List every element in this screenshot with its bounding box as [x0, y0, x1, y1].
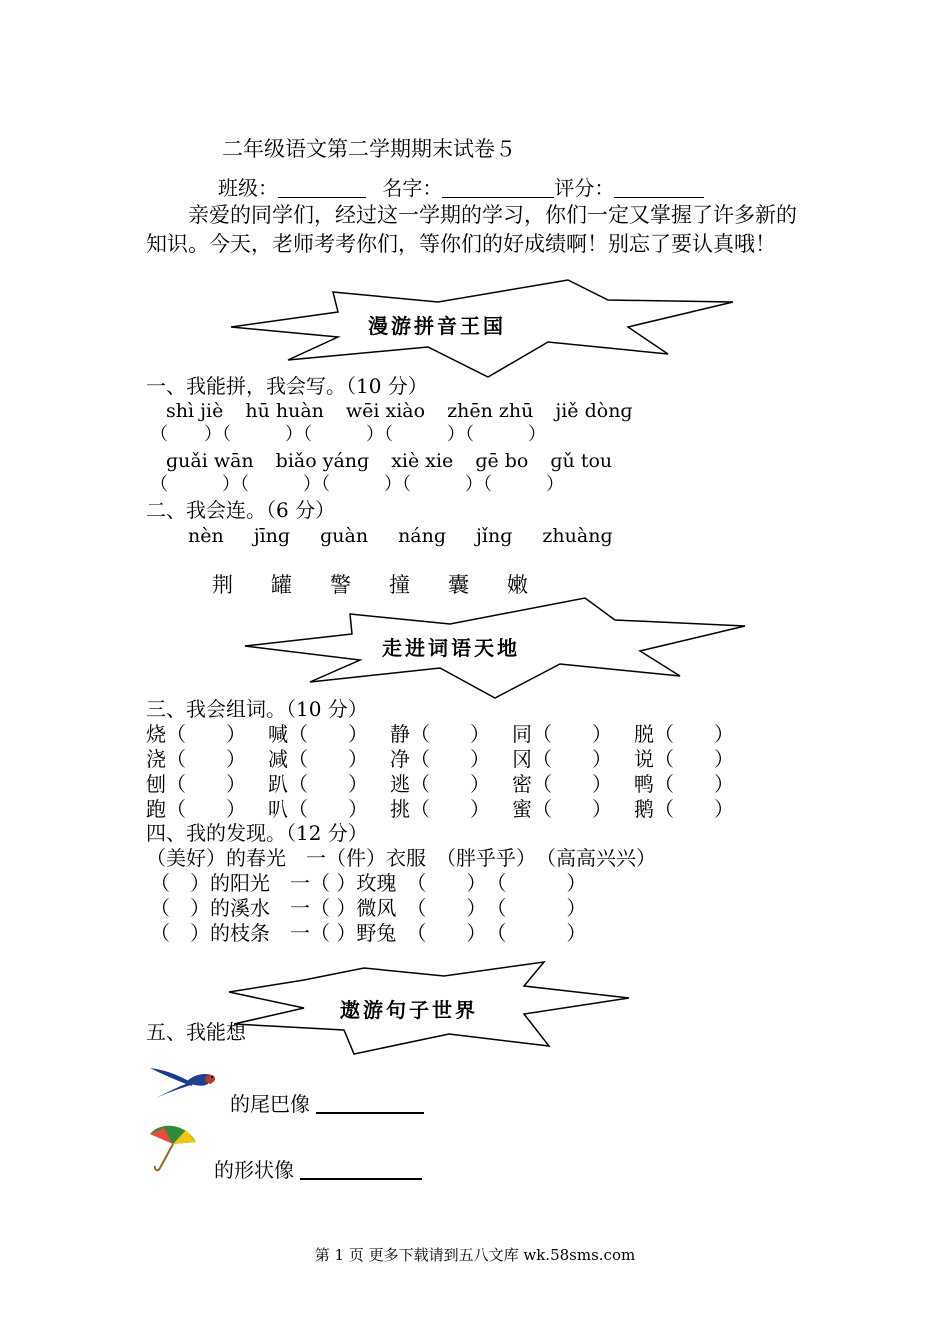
q5-item-1: 的尾巴像 [230, 1090, 424, 1114]
q5-answer-1[interactable] [316, 1090, 424, 1114]
q4-example-row: （美好）的春光 一（件）衣服 （胖乎乎） （高高兴兴） [146, 846, 656, 870]
q1-answer-row-2[interactable]: （ ）（ ）（ ）（ ）（ ） [150, 474, 564, 495]
umbrella-icon [146, 1120, 200, 1174]
banner-title-1: 漫游拼音王国 [368, 314, 506, 338]
q3-row-2[interactable]: 浇（ ） 减（ ） 净（ ） 冈（ ） 说（ ） [146, 747, 734, 771]
q1-heading: 一、我能拼，我会写。（10 分） [146, 374, 428, 398]
q4-heading: 四、我的发现。（12 分） [146, 821, 368, 845]
intro-paragraph: 亲爱的同学们，经过这一学期的学习，你们一定又掌握了许多新的知识。今天，老师考考你们，等你们的好成绩啊！别忘了要认真哦！ [146, 203, 797, 256]
q4-row-1[interactable]: （ ）的阳光 一（ ）玫瑰 （ ） （ ） [150, 871, 587, 895]
q3-row-4[interactable]: 跑（ ） 叭（ ） 挑（ ） 蜜（ ） 鹅（ ） [146, 797, 734, 821]
page-title: 二年级语文第二学期期末试卷５ [222, 137, 516, 161]
q3-heading: 三、我会组词。（10 分） [146, 697, 368, 721]
q4-row-3[interactable]: （ ）的枝条 一（ ）野兔 （ ） （ ） [150, 921, 587, 945]
q3-row-1[interactable]: 烧（ ） 喊（ ） 静（ ） 同（ ） 脱（ ） [146, 722, 734, 746]
score-field[interactable] [614, 177, 704, 198]
student-info-line [218, 177, 704, 198]
banner-title-2: 走进词语天地 [382, 636, 520, 660]
q2-heading: 二、我会连。（6 分） [146, 498, 336, 522]
banner-title-3: 遨游句子世界 [340, 998, 478, 1022]
q5-item-2: 的形状像 [214, 1156, 422, 1180]
q1-pinyin-row-1: shì jiè hū huàn wēi xiào zhēn zhū jiě dònɡ [166, 400, 633, 422]
q2-char-row: 荆 罐 警 撞 囊 嫩 [212, 573, 528, 597]
class-field[interactable] [278, 177, 366, 198]
name-label: 名字： [382, 176, 443, 200]
q1-answer-row-1[interactable]: （ ）（ ）（ ）（ ）（ ） [150, 424, 546, 445]
q5-heading: 五、我能想 [146, 1020, 246, 1044]
name-field[interactable] [442, 177, 554, 198]
page-footer: 第 1 页 更多下载请到五八文库 wk.58sms.com [314, 1246, 636, 1264]
score-label: 评分： [554, 176, 615, 200]
q1-pinyin-row-2: ɡuǎi wān biǎo yánɡ xiè xie ɡē bo ɡǔ tou [166, 450, 613, 472]
class-label: 班级： [218, 176, 278, 200]
q2-pinyin-row: nèn jīnɡ ɡuàn nánɡ jǐnɡ zhuànɡ [188, 525, 613, 547]
q3-row-3[interactable]: 刨（ ） 趴（ ） 逃（ ） 密（ ） 鸭（ ） [146, 772, 734, 796]
swallow-icon [148, 1060, 220, 1100]
q4-row-2[interactable]: （ ）的溪水 一（ ）微风 （ ） （ ） [150, 896, 587, 920]
q5-answer-2[interactable] [300, 1156, 422, 1180]
